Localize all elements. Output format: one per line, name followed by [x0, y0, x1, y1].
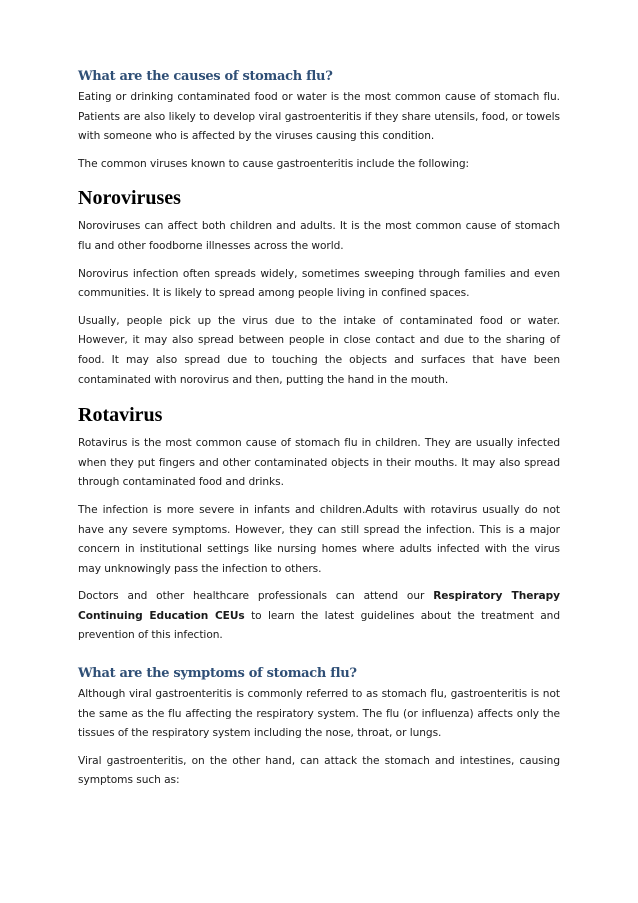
paragraph-rotavirus-1: Rotavirus is the most common cause of stomach flu in children. They are usually infected when they put fingers and other contaminated objects in their mouths. It may also spread through contaminated food and drinks. [78, 437, 560, 489]
heading-rotavirus: Rotavirus [78, 404, 163, 427]
ceu-text-before: Doctors and other healthcare professionals can attend our [78, 590, 434, 603]
paragraph-symptoms-1: Although viral gastroenteritis is commonly referred to as stomach flu, gastroenteritis is not the same as the flu affecting the respiratory system. The flu (or influenza) affects only the tissues of the respiratory system including the nose, throat, or lungs. [78, 688, 560, 740]
paragraph-causes-2: The common viruses known to cause gastroenteritis include the following: [78, 157, 470, 170]
paragraph-noroviruses-3: Usually, people pick up the virus due to the intake of contaminated food or water. However, it may also spread between people in close contact and due to the sharing of food. It may also spread due to touching the objects and surfaces that have been contaminated with norovirus and then, putting the hand in the mouth. [78, 314, 560, 386]
paragraph-rotavirus-2: The infection is more severe in infants and children.Adults with rotavirus usually do not have any severe symptoms. However, they can still spread the infection. This is a major concern in institutional settings like nursing homes where adults infected with the virus may unknowingly pass the infection to others. [78, 503, 560, 575]
heading-symptoms: What are the symptoms of stomach flu? [78, 666, 357, 682]
paragraph-noroviruses-2: Norovirus infection often spreads widely, sometimes sweeping through families and even communities. It is likely to spread among people living in confined spaces. [78, 267, 560, 300]
paragraph-rotavirus-ceu [78, 587, 560, 646]
paragraph-causes-1: Eating or drinking contaminated food or water is the most common cause of stomach flu. Patients are also likely to develop viral gastroenteritis if they share utensils, food, or towels with someone who is affected by the viruses causing this condition. [78, 91, 560, 143]
heading-causes: What are the causes of stomach flu? [78, 69, 333, 84]
ceu-course-link: Respiratory Therapy Continuing Education CEUs [78, 590, 561, 622]
paragraph-noroviruses-1: Noroviruses can affect both children and adults. It is the most common cause of stomach flu and other foodborne illnesses across the world. [78, 220, 560, 252]
document-page [78, 66, 560, 791]
ceu-text-after: to learn the latest guidelines about the treatment and prevention of this infection. [78, 609, 560, 642]
heading-noroviruses: Noroviruses [78, 187, 181, 210]
paragraph-symptoms-2: Viral gastroenteritis, on the other hand, can attack the stomach and intestines, causing symptoms such as: [78, 754, 560, 787]
